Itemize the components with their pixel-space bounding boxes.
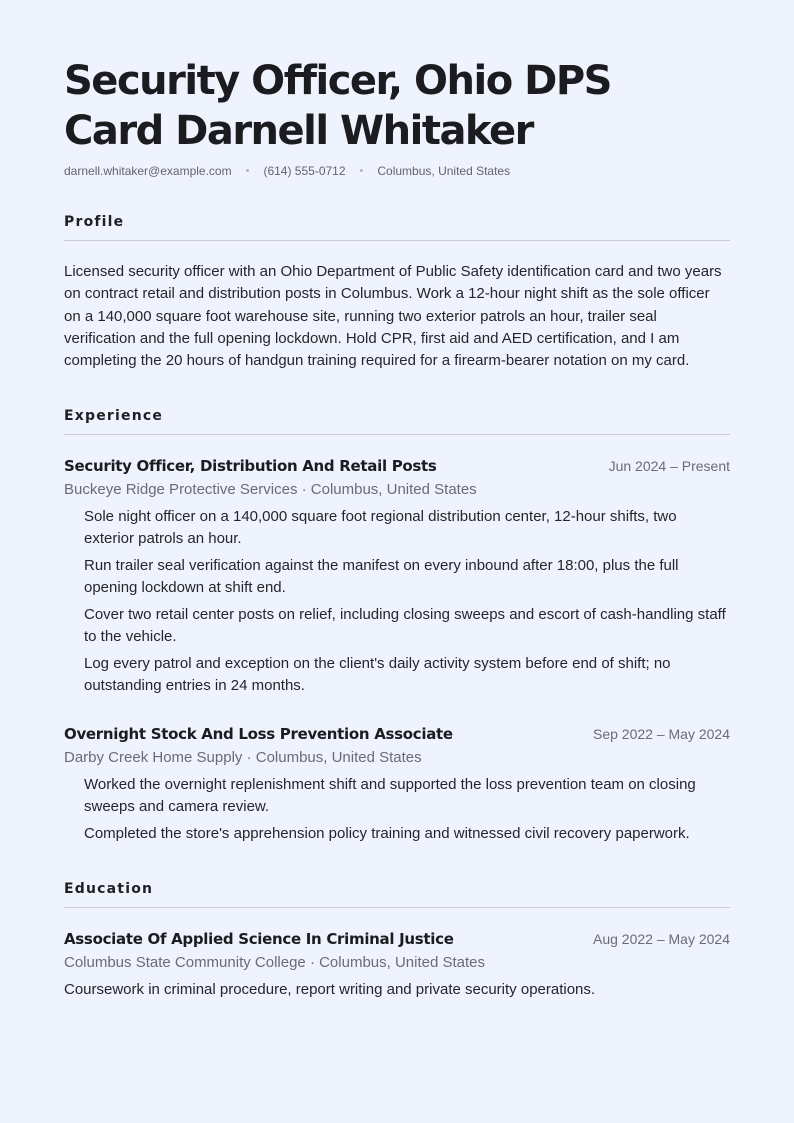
entry-header [64, 725, 730, 743]
experience-entry [64, 457, 730, 697]
experience-entry [64, 725, 730, 845]
job-bullet: Completed the store's apprehension policy training and witnessed civil recovery paperwork. [84, 825, 690, 843]
profile-summary: Licensed security officer with an Ohio Department of Public Safety identification card and two years on contract retail and distribution posts in Columbus. Work a 12-hour night shift as the sole officer on a 140,000 square foot warehouse site, running two exterior patrols an hour, trailer seal verification and the full opening lockdown. Hold CPR, first aid and AED certification, and I am completing the 20 hours of handgun training required for a firearm-bearer notation on my card. [64, 263, 722, 370]
email-text: darnell.whitaker@example.com [64, 164, 232, 178]
employer-line: Buckeye Ridge Protective Services · Columbus, United States [64, 481, 477, 499]
education-dates: Aug 2022 – May 2024 [593, 931, 730, 948]
separator-dot: • [359, 165, 364, 177]
education-entry [64, 930, 730, 1001]
education-description: Coursework in criminal procedure, report writing and private security operations. [64, 981, 596, 999]
job-bullet: Sole night officer on a 140,000 square foot regional distribution center, 12-hour shifts, two exterior patrols an hour. [84, 508, 677, 548]
phone-text: (614) 555-0712 [263, 164, 346, 178]
job-title: Overnight Stock And Loss Prevention Associate [64, 725, 453, 744]
degree-title: Associate Of Applied Science In Criminal Justice [64, 930, 454, 949]
job-bullet: Worked the overnight replenishment shift and supported the loss prevention team on closing sweeps and camera review. [84, 776, 696, 816]
entry-header [64, 457, 730, 475]
job-dates: Sep 2022 – May 2024 [593, 726, 730, 743]
separator-dot: • [245, 165, 250, 177]
candidate-name: Security Officer, Ohio DPS Card Darnell Whitaker [64, 58, 611, 154]
profile-section [64, 214, 730, 372]
job-dates: Jun 2024 – Present [608, 458, 730, 475]
entry-header [64, 930, 730, 948]
education-section [64, 881, 730, 1001]
job-bullet: Log every patrol and exception on the client's daily activity system before end of shift; no outstanding entries in 24 months. [84, 655, 671, 695]
location-text: Columbus, United States [377, 164, 511, 178]
job-bullet: Cover two retail center posts on relief, including closing sweeps and escort of cash-handling staff to the vehicle. [84, 606, 726, 646]
job-bullet: Run trailer seal verification against the manifest on every inbound after 18:00, plus the full opening lockdown at shift end. [84, 557, 679, 597]
section-title-profile: Profile [64, 214, 730, 241]
experience-section [64, 408, 730, 845]
school-line: Columbus State Community College · Columbus, United States [64, 954, 486, 972]
job-bullets [64, 506, 730, 697]
job-title: Security Officer, Distribution And Retail Posts [64, 457, 437, 476]
section-title-experience: Experience [64, 408, 730, 435]
section-title-education: Education [64, 881, 730, 908]
job-bullets [64, 774, 730, 845]
contact-line [64, 164, 730, 178]
employer-line: Darby Creek Home Supply · Columbus, United States [64, 749, 422, 767]
